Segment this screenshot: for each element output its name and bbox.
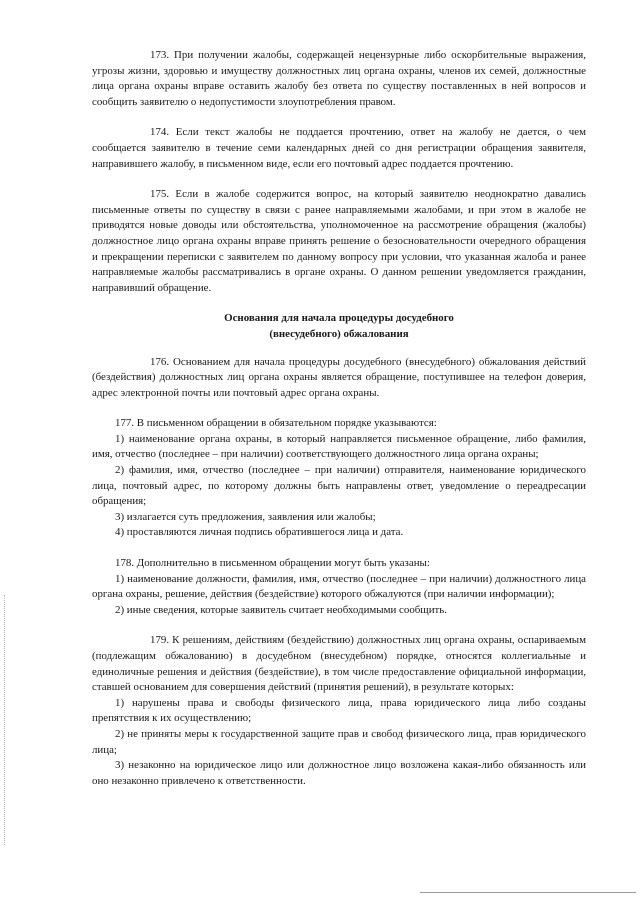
paragraph-177	[92, 416, 586, 541]
list-item: 2) не приняты меры к государственной защите прав и свобод физического лица, прав юридического лица;	[92, 727, 586, 756]
paragraph-179-intro: 179. К решениям, действиям (бездействию) должностных лиц органа охраны, оспариваемым (подлежащим обжалованию) в досудебном (внесудебном) порядке, относятся коллегиальные и единоличные решения и действия (бездействие), в том числе предоставление официальной информации, ставшей основанием для совершения действий (принятия решений), в результате которых:	[92, 634, 586, 694]
list-item: 3) незаконно на юридическое лицо или должностное лицо возложена какая-либо обязанность или оно незаконно привлечено к ответственности.	[92, 759, 586, 787]
paragraph-176	[92, 355, 586, 402]
paragraph-178	[92, 556, 586, 618]
paragraph-174-text: 174. Если текст жалобы не поддается прочтению, ответ на жалобу не дается, о чем сообщается заявителю в течение семи календарных дней со дня регистрации обращения заявителя, направившего жалобу, в письменном виде, если его почтовый адрес поддается прочтению.	[92, 126, 586, 170]
paragraph-179	[92, 633, 586, 789]
paragraph-178-intro: 178. Дополнительно в письменном обращении могут быть указаны:	[115, 557, 430, 570]
section-heading	[92, 311, 586, 342]
section-heading-line-1: Основания для начала процедуры досудебного	[224, 312, 454, 325]
list-item: 1) нарушены права и свободы физического лица, права юридического лица либо созданы препятствия к их осуществлению;	[92, 696, 586, 725]
paragraph-173	[92, 48, 586, 110]
list-item: 3) излагается суть предложения, заявления или жалобы;	[115, 510, 376, 523]
paragraph-174	[92, 125, 586, 172]
scan-artifact-bottom	[420, 892, 636, 893]
section-heading-line-2: (внесудебного) обжалования	[269, 327, 409, 340]
paragraph-176-text: 176. Основанием для начала процедуры досудебного (внесудебного) обжалования действий (бездействия) должностных лиц органа охраны является обращение, поступившее на телефон доверия, адрес электронной почты или почтовый адрес органа охраны.	[92, 355, 586, 399]
paragraph-173-text: 173. При получении жалобы, содержащей нецензурные либо оскорбительные выражения, угрозы жизни, здоровью и имуществу должностных лиц органа охраны, членов их семей, должностные лица органа охраны вправе оставить жалобу без ответа по существу поставленных в ней вопросов и сообщить заявителю о недопустимости злоупотребления правом.	[92, 49, 586, 108]
document-page	[92, 48, 586, 804]
list-item: 4) проставляются личная подпись обратившегося лица и дата.	[115, 526, 404, 539]
paragraph-177-intro: 177. В письменном обращении в обязательном порядке указываются:	[115, 417, 437, 430]
list-item: 2) иные сведения, которые заявитель считает необходимыми сообщить.	[115, 603, 447, 616]
paragraph-175-text: 175. Если в жалобе содержится вопрос, на который заявителю неоднократно давались письменные ответы по существу в связи с ранее направляемыми жалобами, и при этом в жалобе не приводятся новые доводы или обстоятельства, уполномоченное на рассмотрение обращения (жалобы) должностное лицо органа охраны вправе принять решение о безосновательности очередного обращения и прекращении переписки с заявителем по данному вопросу при условии, что указанная жалоба и ранее направляемые жалобы рассматривались в органе охраны. О данном решении уведомляется гражданин, направивший обращение.	[92, 188, 586, 294]
list-item: 2) фамилия, имя, отчество (последнее – при наличии) отправителя, наименование юридического лица, почтовый адрес, по которому должны быть направлены ответ, уведомление о переадресации обращения;	[92, 464, 586, 508]
list-item: 1) наименование органа охраны, в который направляется письменное обращение, либо фамилия, имя, отчество (последнее – при наличии) соответствующего должностного лица органа охраны;	[92, 432, 586, 461]
list-item: 1) наименование должности, фамилия, имя, отчество (последнее – при наличии) должностного лица органа охраны, решение, действия (бездействие) которого обжалуются (при наличии информации);	[92, 572, 586, 601]
scan-artifact-left	[4, 595, 6, 845]
paragraph-175	[92, 187, 586, 296]
